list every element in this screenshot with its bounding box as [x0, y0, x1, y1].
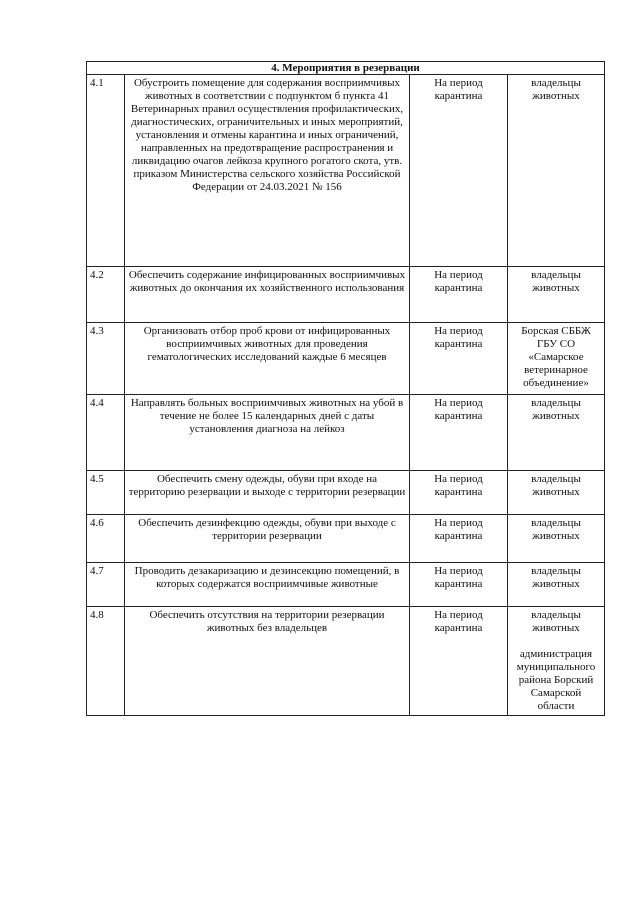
responsible-cell	[508, 563, 605, 607]
responsible-text: владельцы животных	[531, 269, 581, 294]
period-text: На период карантина	[410, 563, 508, 607]
period-text: На период карантина	[410, 471, 508, 515]
responsible-cell	[508, 515, 605, 563]
measures-table	[86, 61, 605, 716]
responsible-cell	[508, 607, 605, 716]
measure-text: Направлять больных восприимчивых животных на убой в течение не более 15 календарных дней с даты установления диагноза на лейкоз	[125, 395, 410, 471]
period-text: На период карантина	[410, 75, 508, 267]
responsible-cell	[508, 267, 605, 323]
table-row	[87, 267, 605, 323]
period-text: На период карантина	[410, 515, 508, 563]
measure-text: Обеспечить смену одежды, обуви при входе на территорию резервации и выходе с территории резервации	[125, 471, 410, 515]
responsible-text: владельцы животных	[531, 77, 581, 102]
table-body	[87, 75, 605, 716]
measure-text: Обеспечить дезинфекцию одежды, обуви при выходе с территории резервации	[125, 515, 410, 563]
responsible-cell	[508, 395, 605, 471]
item-number: 4.1	[87, 75, 125, 267]
responsible-text: владельцы животных	[531, 565, 581, 590]
measure-text: Обеспечить отсутствия на территории резервации животных без владельцев	[125, 607, 410, 716]
measure-text: Обеспечить содержание инфицированных восприимчивых животных до окончания их хозяйственного использования	[125, 267, 410, 323]
table-row	[87, 515, 605, 563]
table-row	[87, 75, 605, 267]
table-row	[87, 563, 605, 607]
responsible-cell	[508, 75, 605, 267]
table-row	[87, 607, 605, 716]
responsible-text: владельцы животных	[531, 609, 581, 634]
item-number: 4.7	[87, 563, 125, 607]
responsible-cell	[508, 471, 605, 515]
measure-text: Организовать отбор проб крови от инфицированных восприимчивых животных для проведения гематологических исследований каждые 6 месяцев	[125, 323, 410, 395]
period-text: На период карантина	[410, 395, 508, 471]
item-number: 4.2	[87, 267, 125, 323]
responsible-text: владельцы животных	[531, 473, 581, 498]
item-number: 4.3	[87, 323, 125, 395]
responsible-text: владельцы животных	[531, 397, 581, 422]
item-number: 4.5	[87, 471, 125, 515]
table-row	[87, 471, 605, 515]
item-number: 4.4	[87, 395, 125, 471]
measure-text: Проводить дезакаризацию и дезинсекцию помещений, в которых содержатся восприимчивые животные	[125, 563, 410, 607]
table-row	[87, 395, 605, 471]
measure-text: Обустроить помещение для содержания восприимчивых животных в соответствии с подпунктом б пункта 41 Ветеринарных правил осуществления профилактических, диагностических, ограничительных и иных мероприятий, установления и отмены карантина и иных ограничений, направленных на предотвращение распространения и ликвидацию очагов лейкоза крупного рогатого скота, утв. приказом Министерства сельского хозяйства Российской Федерации от 24.03.2021 № 156	[125, 75, 410, 267]
responsible-cell	[508, 323, 605, 395]
item-number: 4.6	[87, 515, 125, 563]
responsible-text: Борская СББЖ ГБУ СО «Самарское ветеринарное объединение»	[521, 325, 591, 389]
responsible-text: владельцы животных	[531, 517, 581, 542]
table-row	[87, 323, 605, 395]
period-text: На период карантина	[410, 323, 508, 395]
item-number: 4.8	[87, 607, 125, 716]
period-text: На период карантина	[410, 267, 508, 323]
section-title: 4. Мероприятия в резервации	[87, 62, 605, 75]
responsible-extra-text: администрация муниципального района Борский Самарской области	[516, 648, 596, 712]
period-text: На период карантина	[410, 607, 508, 716]
